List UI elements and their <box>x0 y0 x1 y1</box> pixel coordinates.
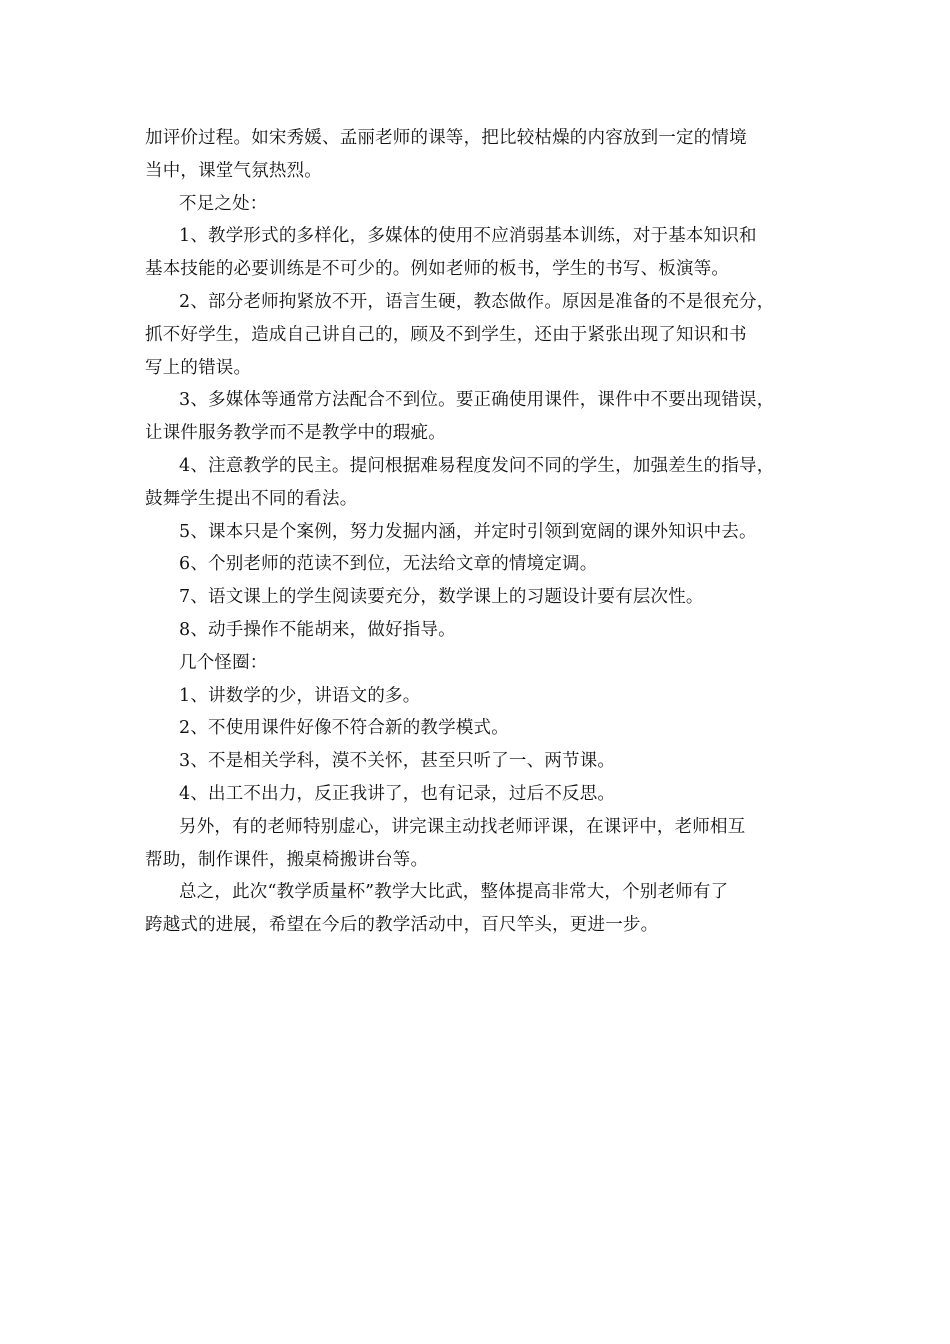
text-line: 2、部分老师拘紧放不开，语言生硬，教态做作。原因是准备的不是很充分， <box>179 291 775 312</box>
text-line: 另外，有的老师特别虚心，讲完课主动找老师评课，在课评中，老师相互 <box>179 816 746 837</box>
text-line: 7、语文课上的学生阅读要充分，数学课上的习题设计要有层次性。 <box>179 587 704 608</box>
text-line: 跨越式的进展，希望在今后的教学活动中，百尺竿头，更进一步。 <box>145 915 659 936</box>
text-line: 3、不是相关学科，漠不关怀，甚至只听了一、两节课。 <box>179 751 616 772</box>
text-line: 鼓舞学生提出不同的看法。 <box>145 488 358 509</box>
text-line: 4、注意教学的民主。提问根据难易程度发问不同的学生，加强差生的指导， <box>179 455 775 476</box>
text-line: 抓不好学生，造成自己讲自己的，顾及不到学生，还由于紧张出现了知识和书 <box>145 324 747 345</box>
text-line: 6、个别老师的范读不到位，无法给文章的情境定调。 <box>179 554 598 575</box>
text-line: 基本技能的必要训练是不可少的。例如老师的板书，学生的书写、板演等。 <box>145 259 730 280</box>
text-line: 总之，此次“教学质量杯”教学大比武，整体提高非常大，个别老师有了 <box>179 882 729 903</box>
document-body <box>145 122 845 942</box>
section-heading-pitfalls: 几个怪圈： <box>179 652 268 673</box>
text-line: 1、讲数学的少，讲语文的多。 <box>179 685 421 706</box>
text-line: 帮助，制作课件，搬桌椅搬讲台等。 <box>145 849 429 870</box>
text-line: 2、不使用课件好像不符合新的教学模式。 <box>179 718 509 739</box>
text-line: 4、出工不出力，反正我讲了，也有记录，过后不反思。 <box>179 783 616 804</box>
text-line: 3、多媒体等通常方法配合不到位。要正确使用课件，课件中不要出现错误， <box>179 390 775 411</box>
text-line: 5、课本只是个案例，努力发掘内涵，并定时引领到宽阔的课外知识中去。 <box>179 521 757 542</box>
text-line: 加评价过程。如宋秀媛、孟丽老师的课等，把比较枯燥的内容放到一定的情境 <box>145 128 747 148</box>
text-line: 8、动手操作不能胡来，做好指导。 <box>179 619 456 640</box>
section-heading-shortcomings: 不足之处： <box>179 193 268 214</box>
text-line: 写上的错误。 <box>145 357 252 378</box>
text-line: 当中，课堂气氛热烈。 <box>145 160 322 181</box>
text-line: 1、教学形式的多样化，多媒体的使用不应消弱基本训练，对于基本知识和 <box>179 226 757 247</box>
text-line: 让课件服务教学而不是教学中的瑕疵。 <box>145 423 446 444</box>
